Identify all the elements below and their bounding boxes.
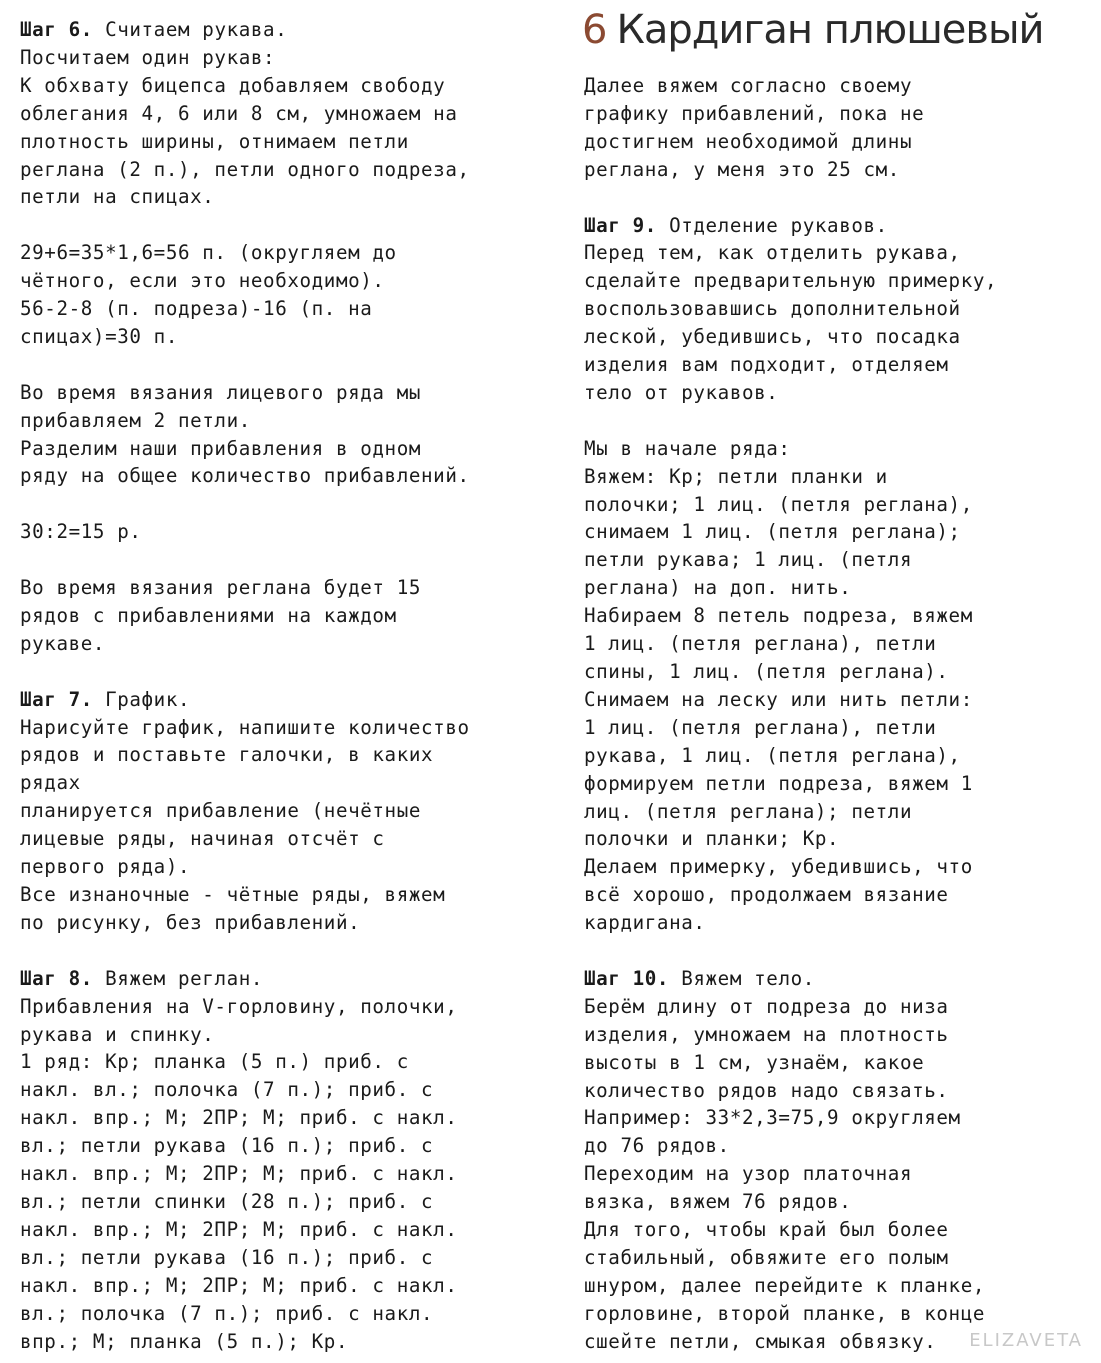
chapter-number: 6 bbox=[582, 7, 607, 53]
text-line: Прибавления на V-горловину, полочки, bbox=[20, 994, 458, 1018]
text-line: Во время вязания реглана будет 15 bbox=[20, 576, 422, 600]
text-line: первого ряда). bbox=[20, 855, 191, 879]
text-line: накл. впр.; М; 2ПР; М; приб. с накл. bbox=[20, 1106, 458, 1130]
text-line: рукава и спинку. bbox=[20, 1022, 215, 1046]
step-heading bbox=[20, 16, 570, 44]
text-line: Разделим наши прибавления в одном bbox=[20, 436, 422, 460]
text-line: стабильный, обвяжите его полым bbox=[584, 1246, 949, 1270]
text-line: кардигана. bbox=[584, 911, 706, 935]
text-line: 1 лиц. (петля реглана), петли bbox=[584, 715, 937, 739]
paragraph-spacer bbox=[20, 546, 570, 574]
text-line: реглана (2 п.), петли одного подреза, bbox=[20, 157, 470, 181]
text-line: Снимаем на леску или нить петли: bbox=[584, 687, 973, 711]
text-line: накл. впр.; М; 2ПР; М; приб. с накл. bbox=[20, 1162, 458, 1186]
text-line: изделия вам подходит, отделяем bbox=[584, 353, 949, 377]
text-line: шнуром, далее перейдите к планке, bbox=[584, 1273, 986, 1297]
text-line: формируем петли подреза, вяжем 1 bbox=[584, 771, 973, 795]
right-text-column bbox=[584, 72, 1099, 1356]
text-line: Берём длину от подреза до низа bbox=[584, 994, 949, 1018]
text-line: вл.; петли спинки (28 п.); приб. с bbox=[20, 1189, 434, 1213]
text-line: сшейте петли, смыкая обвязку. bbox=[584, 1329, 937, 1353]
text-line: спицах)=30 п. bbox=[20, 324, 178, 348]
text-line: горловине, второй планке, в конце bbox=[584, 1301, 986, 1325]
text-line: накл. впр.; М; 2ПР; М; приб. с накл. bbox=[20, 1217, 458, 1241]
paragraph-spacer bbox=[584, 937, 1099, 965]
step-heading bbox=[20, 686, 570, 714]
text-line: реглана) на доп. нить. bbox=[584, 576, 852, 600]
step-title: Вяжем тело. bbox=[669, 966, 815, 990]
text-line: вязка, вяжем 76 рядов. bbox=[584, 1190, 852, 1214]
step-label: Шаг 10. bbox=[584, 966, 670, 990]
text-line: снимаем 1 лиц. (петля реглана); bbox=[584, 520, 961, 544]
text-line: Во время вязания лицевого ряда мы bbox=[20, 380, 422, 404]
step-label: Шаг 8. bbox=[20, 966, 93, 990]
text-line: всё хорошо, продолжаем вязание bbox=[584, 883, 949, 907]
step-heading bbox=[20, 965, 570, 993]
text-line: реглана, у меня это 25 см. bbox=[584, 157, 900, 181]
step-title: График. bbox=[92, 687, 191, 711]
text-line: вл.; полочка (7 п.); приб. с накл. bbox=[20, 1301, 434, 1325]
step-label: Шаг 6. bbox=[20, 18, 93, 41]
text-line: рядах bbox=[20, 771, 81, 795]
text-line: 56-2-8 (п. подреза)-16 (п. на bbox=[20, 297, 373, 321]
text-line: Переходим на узор платочная bbox=[584, 1162, 913, 1186]
text-line: рукава, 1 лиц. (петля реглана), bbox=[584, 743, 961, 767]
text-line: Посчитаем один рукав: bbox=[20, 45, 276, 69]
text-line: лицевые ряды, начиная отсчёт с bbox=[20, 827, 385, 851]
paragraph-spacer bbox=[584, 407, 1099, 435]
text-line: рядов с прибавлениями на каждом bbox=[20, 603, 397, 627]
step-label: Шаг 7. bbox=[20, 687, 93, 711]
text-line: Все изнаночные - чётные ряды, вяжем bbox=[20, 883, 446, 907]
paragraph-spacer bbox=[20, 490, 570, 518]
text-line: воспользовавшись дополнительной bbox=[584, 297, 961, 321]
text-line: графику прибавлений, пока не bbox=[584, 101, 925, 125]
text-line: впр.; М; планка (5 п.); Кр. bbox=[20, 1329, 349, 1353]
text-line: спины, 1 лиц. (петля реглана). bbox=[584, 660, 949, 683]
text-line: 1 лиц. (петля реглана), петли bbox=[584, 632, 937, 656]
paragraph-spacer bbox=[584, 184, 1099, 212]
text-line: Например: 33*2,3=75,9 округляем bbox=[584, 1106, 961, 1130]
text-line: К обхвату бицепса добавляем свободу bbox=[20, 73, 446, 97]
step-label: Шаг 9. bbox=[584, 213, 657, 237]
text-line: до 76 рядов. bbox=[584, 1134, 730, 1158]
text-line: ряду на общее количество прибавлений. bbox=[20, 464, 470, 488]
text-line: достигнем необходимой длины bbox=[584, 129, 913, 153]
left-text-column bbox=[20, 16, 570, 1355]
text-line: 29+6=35*1,6=56 п. (округляем до bbox=[20, 241, 397, 265]
text-line: по рисунку, без прибавлений. bbox=[20, 910, 361, 934]
step-title: Отделение рукавов. bbox=[656, 213, 888, 237]
text-line: рядов и поставьте галочки, в каких bbox=[20, 743, 434, 767]
text-line: Далее вяжем согласно своему bbox=[584, 74, 913, 97]
step-title: Вяжем реглан. bbox=[92, 966, 264, 990]
text-line: накл. вл.; полочка (7 п.); приб. с bbox=[20, 1078, 434, 1102]
text-line: полочки и планки; Кр. bbox=[584, 827, 840, 851]
paragraph-spacer bbox=[20, 351, 570, 379]
watermark: ELIZAVETA bbox=[969, 1330, 1083, 1351]
text-line: петли на спицах. bbox=[20, 185, 215, 209]
text-line: вл.; петли рукава (16 п.); приб. с bbox=[20, 1134, 434, 1158]
text-line: 1 ряд: Кр; планка (5 п.) приб. с bbox=[20, 1050, 409, 1074]
text-line: Набираем 8 петель подреза, вяжем bbox=[584, 604, 973, 628]
step-title: Считаем рукава. bbox=[92, 18, 288, 41]
text-line: облегания 4, 6 или 8 см, умножаем на bbox=[20, 101, 458, 125]
paragraph-spacer bbox=[20, 937, 570, 965]
step-heading bbox=[584, 965, 1099, 993]
text-line: Делаем примерку, убедившись, что bbox=[584, 855, 973, 879]
text-line: Перед тем, как отделить рукава, bbox=[584, 241, 961, 265]
text-line: плотность ширины, отнимаем петли bbox=[20, 129, 409, 153]
text-line: вл.; петли рукава (16 п.); приб. с bbox=[20, 1245, 434, 1269]
text-line: рукаве. bbox=[20, 631, 106, 655]
text-line: тело от рукавов. bbox=[584, 380, 779, 404]
text-line: изделия, умножаем на плотность bbox=[584, 1022, 949, 1046]
paragraph-spacer bbox=[20, 211, 570, 239]
text-line: прибавляем 2 петли. bbox=[20, 408, 251, 432]
text-line: Нарисуйте график, напишите количество bbox=[20, 715, 470, 739]
text-line: количество рядов надо связать. bbox=[584, 1078, 949, 1102]
text-line: Для того, чтобы край был более bbox=[584, 1218, 949, 1242]
paragraph-spacer bbox=[20, 658, 570, 686]
text-line: сделайте предварительную примерку, bbox=[584, 269, 998, 293]
text-line: петли рукава; 1 лиц. (петля bbox=[584, 548, 913, 572]
text-line: накл. впр.; М; 2ПР; М; приб. с накл. bbox=[20, 1273, 458, 1297]
text-line: чётного, если это необходимо). bbox=[20, 269, 385, 293]
page-title bbox=[582, 4, 1044, 56]
text-line: леской, убедившись, что посадка bbox=[584, 325, 961, 349]
text-line: Вяжем: Кр; петли планки и bbox=[584, 464, 888, 488]
text-line: лиц. (петля реглана); петли bbox=[584, 799, 913, 823]
text-line: высоты в 1 см, узнаём, какое bbox=[584, 1050, 925, 1074]
step-heading bbox=[584, 212, 1099, 240]
text-line: Мы в начале ряда: bbox=[584, 436, 791, 460]
text-line: планируется прибавление (нечётные bbox=[20, 799, 422, 823]
chapter-title: Кардиган плюшевый bbox=[616, 7, 1044, 53]
text-line: 30:2=15 р. bbox=[20, 520, 142, 544]
text-line: полочки; 1 лиц. (петля реглана), bbox=[584, 492, 973, 516]
